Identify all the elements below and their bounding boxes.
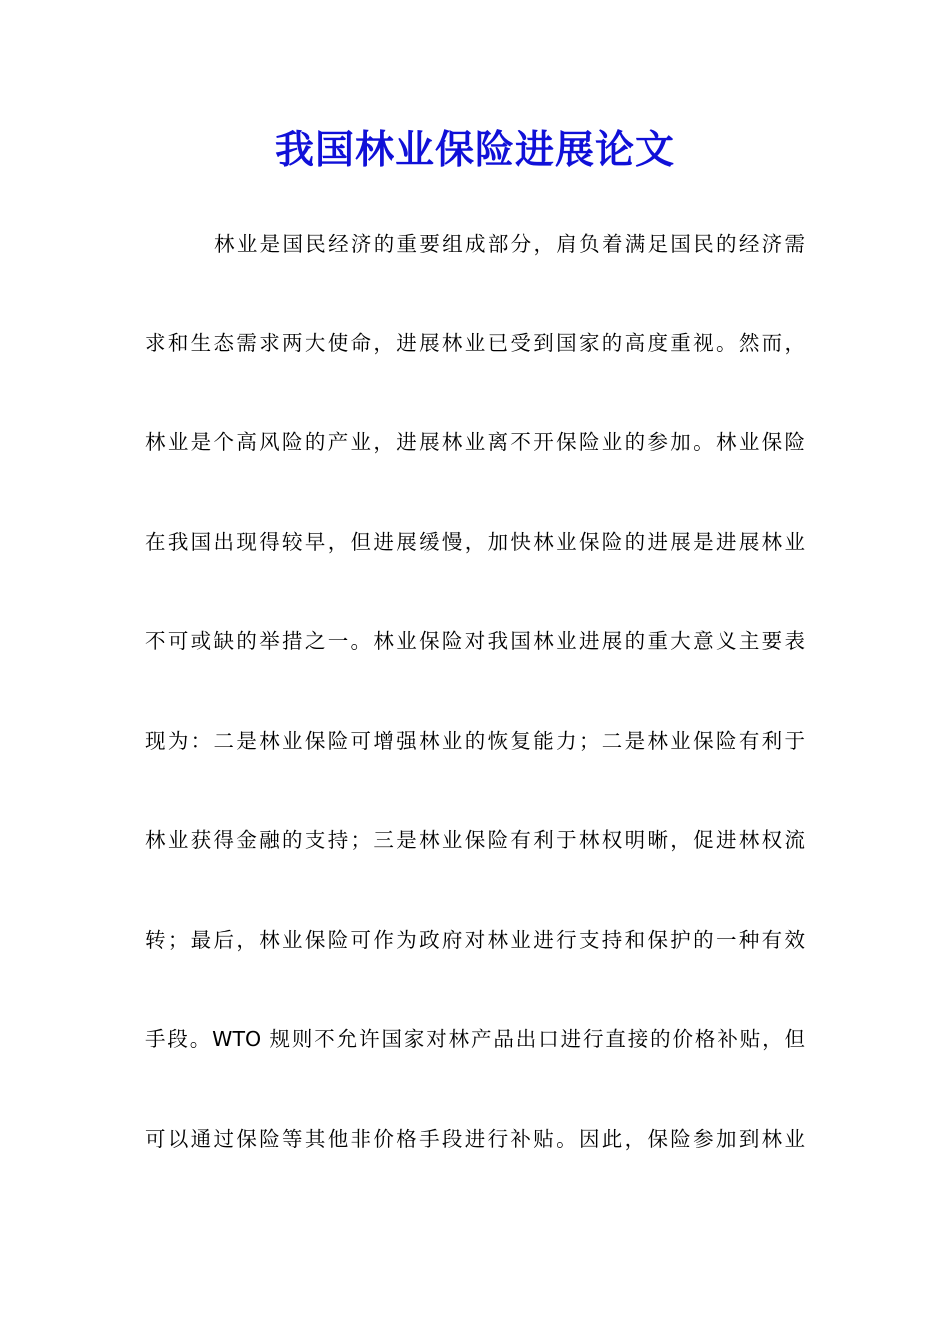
- paragraph-line-7: 林业获得金融的支持；三是林业保险有利于林权明晰，促进林权流: [145, 828, 805, 852]
- paragraph-line-3: 林业是个高风险的产业，进展林业离不开保险业的参加。林业保险: [145, 430, 805, 454]
- paragraph-line-4: 在我国出现得较早，但进展缓慢，加快林业保险的进展是进展林业: [145, 530, 805, 554]
- paragraph-line-6: 现为：二是林业保险可增强林业的恢复能力；二是林业保险有利于: [145, 729, 805, 753]
- paragraph-line-8: 转；最后，林业保险可作为政府对林业进行支持和保护的一种有效: [145, 928, 805, 952]
- paragraph-line-9: 手段。WTO 规则不允许国家对林产品出口进行直接的价格补贴，但: [145, 1027, 805, 1051]
- paragraph-line-10: 可以通过保险等其他非价格手段进行补贴。因此，保险参加到林业: [145, 1127, 805, 1151]
- document-title: 我国林业保险进展论文: [274, 127, 675, 173]
- paragraph-line-2: 求和生态需求两大使命，进展林业已受到国家的高度重视。然而，: [145, 331, 805, 355]
- paragraph-line-5: 不可或缺的举措之一。林业保险对我国林业进展的重大意义主要表: [145, 629, 805, 653]
- paragraph-line-1: 林业是国民经济的重要组成部分，肩负着满足国民的经济需: [214, 232, 805, 256]
